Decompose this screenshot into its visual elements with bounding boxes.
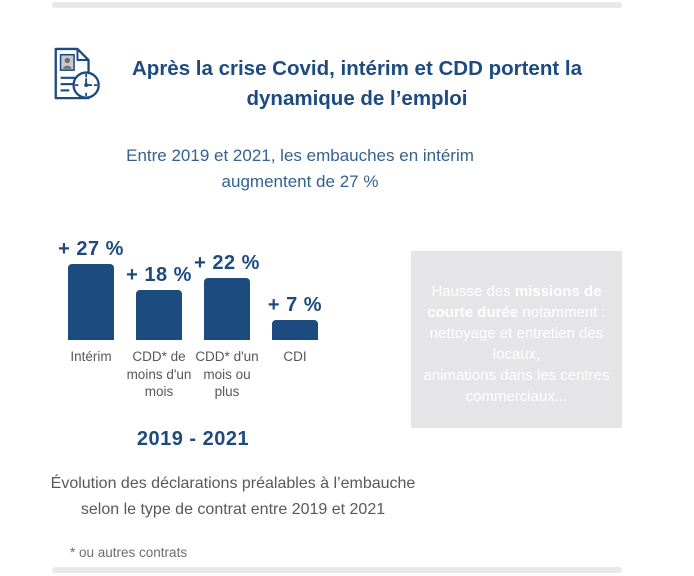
bar-column — [193, 252, 261, 340]
subtitle — [100, 143, 500, 195]
bar-column — [125, 264, 193, 340]
chart-caption — [33, 471, 433, 523]
categories-row — [57, 348, 329, 401]
bar — [68, 264, 114, 340]
bar-value-label: + 7 % — [267, 294, 323, 316]
note-text-2: nettoyage et entretien des locaux, — [429, 325, 604, 363]
bar — [272, 320, 318, 340]
note-text-3: animations dans les centres commerciaux... — [423, 367, 610, 405]
page-title — [87, 54, 627, 114]
note-text-prefix: Hausse des — [431, 283, 515, 300]
title-line-1: Après la crise Covid, intérim et CDD portent la — [132, 57, 582, 80]
note-text-1 — [423, 281, 610, 323]
top-divider — [52, 2, 622, 8]
bars-row — [57, 232, 329, 340]
bar — [136, 290, 182, 340]
bar — [204, 278, 250, 340]
bar-value-label: + 18 % — [126, 264, 192, 286]
period-label: 2019 - 2021 — [136, 427, 250, 450]
footnote: * ou autres contrats — [70, 545, 188, 560]
note-box — [411, 251, 622, 428]
bar-category-label: CDD* de moins d'un mois — [126, 349, 192, 399]
bar-category-label: Intérim — [70, 349, 112, 364]
subtitle-line-2: augmentent de 27 % — [221, 172, 379, 191]
subtitle-line-1: Entre 2019 et 2021, les embauches en intérim — [126, 146, 474, 165]
bar-chart — [57, 232, 329, 451]
caption-line-2: selon le type de contrat entre 2019 et 2021 — [80, 501, 386, 518]
bottom-divider — [52, 567, 622, 573]
bar-column — [57, 238, 125, 340]
note-text-bold: missions de courte durée — [427, 283, 602, 321]
bar-value-label: + 22 % — [194, 252, 260, 274]
note-text-after: notamment : — [518, 304, 606, 321]
bar-column — [261, 294, 329, 340]
bar-category-label: CDI — [283, 349, 307, 364]
bar-category-label: CDD* d'un mois ou plus — [195, 349, 259, 399]
bar-value-label: + 27 % — [58, 238, 124, 260]
title-line-2: dynamique de l’emploi — [246, 87, 468, 110]
caption-line-1: Évolution des déclarations préalables à l’embauche — [50, 475, 416, 492]
